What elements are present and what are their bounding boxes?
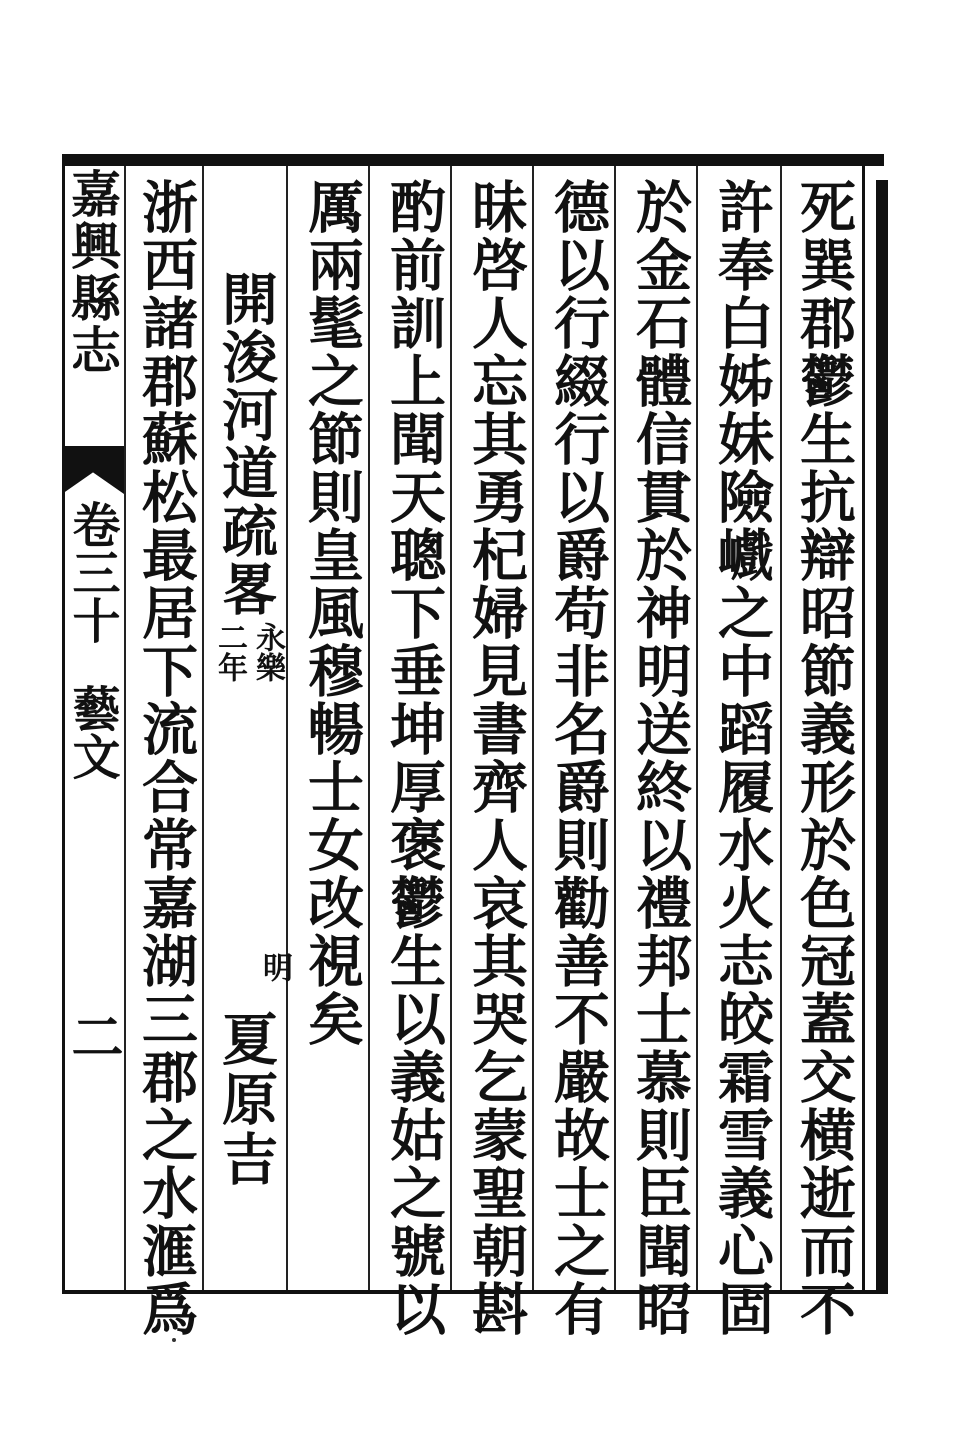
column-rule — [124, 166, 126, 1290]
column-rule — [368, 166, 370, 1290]
frame-top-border — [62, 154, 884, 166]
fish-tail-mark-icon — [62, 446, 124, 494]
author-dynasty: 明 — [257, 952, 292, 982]
text-column-1: 死巽郡鬱生抗辯昭節義形於色冠蓋交横逝而不 — [791, 178, 857, 1338]
essay-title: 開浚河道疏畧 — [213, 270, 279, 618]
frame-right-inner-border — [862, 166, 865, 1292]
book-title: 嘉興縣志 — [63, 168, 122, 376]
column-rule — [614, 166, 616, 1290]
ink-speck — [172, 1338, 176, 1342]
text-column-9: 浙西諸郡蘇松最居下流合常嘉湖三郡之水滙爲 — [133, 178, 199, 1338]
page-number: 二 — [62, 1010, 123, 1062]
column-rule — [450, 166, 452, 1290]
column-rule — [780, 166, 782, 1290]
column-rule — [286, 166, 288, 1290]
author-name: 夏原吉 — [213, 1010, 279, 1190]
text-column-7: 厲兩髦之節則皇風穆暢士女改視矣 — [299, 178, 365, 1048]
volume-label: 卷三十 — [64, 500, 120, 644]
column-rule — [696, 166, 698, 1290]
essay-date-note-line1: 永樂 — [250, 622, 285, 682]
text-column-3: 於金石體信貫於神明送終以禮邦士慕則臣聞昭 — [627, 178, 693, 1338]
text-column-2: 許奉白姊妹險巇之中蹈履水火志皎霜雪義心固 — [709, 178, 775, 1338]
section-label: 藝文 — [64, 684, 120, 780]
text-column-5: 昧啓人忘其勇杞婦見書齊人哀其哭乞蒙聖朝斟 — [463, 178, 529, 1338]
essay-date-note-line2: 二年 — [212, 622, 247, 682]
text-column-6: 酌前訓上聞天聰下垂坤厚褒鬱生以義姑之號以 — [381, 178, 447, 1338]
column-rule — [202, 166, 204, 1290]
text-column-4: 德以行綴行以爵苟非名爵則勸善不嚴故士之有 — [545, 178, 611, 1338]
frame-right-border — [876, 180, 888, 1294]
column-rule — [532, 166, 534, 1290]
